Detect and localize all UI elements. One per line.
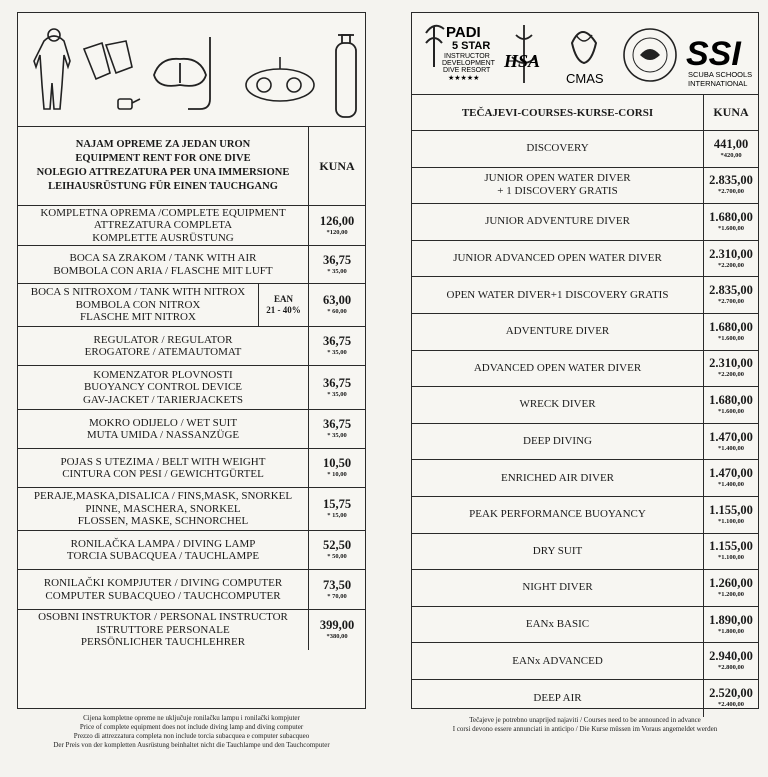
price: 1.260,00 <box>709 575 753 590</box>
price-net: *2.200,00 <box>718 261 744 269</box>
item-description: MUTA UMIDA / NASSANZÜGE <box>86 429 240 441</box>
course-cell <box>412 607 704 643</box>
equipment-table <box>18 206 365 650</box>
price-cell <box>704 241 758 277</box>
item-description: PINNE, MASCHERA, SNORKEL <box>85 502 241 515</box>
course-name: OPEN WATER DIVER+1 DISCOVERY GRATIS <box>446 288 669 301</box>
course-cell <box>412 241 704 277</box>
course-cell <box>412 168 704 204</box>
scuba-tank-icon <box>336 35 356 117</box>
course-name: JUNIOR OPEN WATER DIVER <box>484 172 631 185</box>
price-net: *1.600,00 <box>718 407 744 415</box>
price: 1.155,00 <box>709 539 753 554</box>
svg-text:HSA: HSA <box>504 51 541 71</box>
item-description: MOKRO ODIJELO / WET SUIT <box>88 416 238 429</box>
equipment-footnote: Cijena kompletne opreme ne uključuje ronilačku lampu i ronilački kompjuter Price of complete equipment does not include diving lamp and diving computer Prezzo di attrezzatura completa non include torcia subacquea e computer subacqueo Der Preis von der kompletten Ausrüstung beinhaltet nicht die Tauchlampe und den Tauchcomputer <box>53 714 330 749</box>
price-cell <box>704 643 758 679</box>
course-cell <box>412 680 704 717</box>
price-net: * 35,00 <box>327 432 347 439</box>
svg-text:INTERNATIONAL: INTERNATIONAL <box>688 79 748 88</box>
price-cell <box>704 607 758 643</box>
hsa-logo <box>503 25 540 83</box>
price: 36,75 <box>322 417 352 431</box>
course-row <box>412 351 758 388</box>
price-cell <box>704 351 758 387</box>
equipment-row <box>18 327 365 366</box>
currency-label: KUNA <box>713 105 749 119</box>
item-description: FLASCHE MIT NITROX <box>80 311 196 324</box>
course-cell <box>412 424 704 460</box>
equipment-illustrations <box>18 13 365 127</box>
price: 1.890,00 <box>709 612 753 627</box>
price-cell <box>309 488 365 530</box>
item-description: ISTRUTTORE PERSONALE <box>96 623 230 636</box>
item-description: EROGATORE / ATEMAUTOMAT <box>84 346 242 358</box>
course-row <box>412 570 758 607</box>
ssi-logo <box>686 35 752 88</box>
price-net: *1.600,00 <box>718 224 744 232</box>
price: 126,00 <box>319 213 355 228</box>
price-net: *2.400,00 <box>718 701 744 709</box>
price-net: *380,00 <box>326 633 348 640</box>
currency-label: KUNA <box>319 158 355 173</box>
price-cell <box>704 570 758 606</box>
price: 10,50 <box>322 456 352 470</box>
item-description: RONILAČKI KOMPJUTER / DIVING COMPUTER <box>43 577 283 589</box>
item-cell <box>18 327 309 365</box>
padi-logo <box>426 24 496 82</box>
item-cell <box>18 366 309 409</box>
svg-text:DEVELOPMENT: DEVELOPMENT <box>442 60 495 67</box>
price-net: *2.700,00 <box>718 188 744 196</box>
item-description: BOMBOLA CON NITROX <box>75 298 201 311</box>
equipment-row <box>18 531 365 570</box>
course-cell <box>412 277 704 313</box>
item-description: KOMPLETTE AUSRÜSTUNG <box>92 231 234 244</box>
regulator-icon <box>246 57 314 101</box>
price-cell <box>309 610 365 650</box>
course-row <box>412 204 758 241</box>
price-net: *420,00 <box>720 151 742 159</box>
item-cell <box>18 570 309 609</box>
price: 2.835,00 <box>709 283 753 298</box>
price-cell <box>704 277 758 313</box>
equipment-row <box>18 206 365 246</box>
course-cell <box>412 497 704 533</box>
price-cell <box>309 206 365 245</box>
equipment-rental-panel <box>17 12 366 709</box>
gauge-icon <box>118 99 140 109</box>
item-description: PERSÖNLICHER TAUCHLEHRER <box>80 636 246 649</box>
price-net: *1.100,00 <box>718 517 744 525</box>
equipment-row <box>18 246 365 284</box>
item-description: CINTURA CON PESI / GEWICHTGÜRTEL <box>62 468 264 480</box>
course-name: DEEP AIR <box>533 691 582 704</box>
price-cell <box>309 284 365 326</box>
equipment-row <box>18 488 365 531</box>
svg-text:★★★★★: ★★★★★ <box>448 74 480 82</box>
course-name: JUNIOR ADVENTURE DIVER <box>485 215 630 228</box>
svg-text:INSTRUCTOR: INSTRUCTOR <box>444 53 490 60</box>
course-cell <box>412 643 704 679</box>
cmas-logo <box>566 32 604 86</box>
price: 15,75 <box>322 497 352 511</box>
price: 36,75 <box>322 252 352 267</box>
price: 2.835,00 <box>709 173 753 188</box>
price-net: *1.600,00 <box>718 334 744 342</box>
price: 52,50 <box>322 538 352 552</box>
price-cell <box>704 204 758 240</box>
course-row <box>412 168 758 205</box>
price-net: * 60,00 <box>327 308 347 315</box>
course-name: DRY SUIT <box>532 544 583 557</box>
item-description: ATTREZATURA COMPLETA <box>93 219 233 232</box>
price: 1.680,00 <box>709 319 753 334</box>
price-net: *1.200,00 <box>718 590 744 598</box>
mask-snorkel-icon <box>154 37 210 109</box>
course-name: DEEP DIVING <box>523 435 592 448</box>
equipment-row <box>18 610 365 650</box>
courses-panel <box>411 12 759 709</box>
price-cell <box>704 314 758 350</box>
course-row <box>412 424 758 461</box>
price-cell <box>704 680 758 717</box>
price: 1.680,00 <box>709 209 753 224</box>
course-row <box>412 387 758 424</box>
price-net: *1.400,00 <box>718 481 744 489</box>
svg-text:DIVE RESORT: DIVE RESORT <box>443 67 491 74</box>
course-row <box>412 534 758 571</box>
course-row <box>412 131 758 168</box>
course-cell <box>412 570 704 606</box>
item-description: OSOBNI INSTRUKTOR / PERSONAL INSTRUCTOR <box>38 611 288 624</box>
item-description: BOCA SA ZRAKOM / TANK WITH AIR <box>69 252 257 264</box>
course-row <box>412 607 758 644</box>
course-name: PEAK PERFORMANCE BUOYANCY <box>469 508 646 521</box>
item-cell <box>18 410 309 448</box>
price-cell <box>309 366 365 409</box>
item-description: BUOYANCY CONTROL DEVICE <box>83 381 243 394</box>
course-row <box>412 680 758 717</box>
price: 2.940,00 <box>709 649 753 664</box>
equipment-row <box>18 570 365 610</box>
price-net: *1.800,00 <box>718 627 744 635</box>
course-cell <box>412 131 704 167</box>
course-name: EANx ADVANCED <box>512 654 603 667</box>
price-cell <box>309 327 365 365</box>
price-cell <box>704 460 758 496</box>
item-cell <box>18 246 309 283</box>
course-row <box>412 643 758 680</box>
price-cell <box>704 534 758 570</box>
price: 2.310,00 <box>709 246 753 261</box>
price-net: * 10,00 <box>327 471 347 478</box>
svg-text:PADI: PADI <box>446 24 481 41</box>
item-cell <box>18 206 309 245</box>
item-cell <box>18 284 309 326</box>
price: 441,00 <box>713 136 749 151</box>
svg-text:CMAS: CMAS <box>566 71 604 86</box>
item-description: COMPUTER SUBACQUEO / TAUCHCOMPUTER <box>45 589 281 602</box>
price-cell <box>704 497 758 533</box>
price-net: * 35,00 <box>327 390 347 398</box>
price: 1.680,00 <box>709 392 753 407</box>
svg-text:5 STAR: 5 STAR <box>452 40 491 52</box>
course-row <box>412 277 758 314</box>
course-name: DISCOVERY <box>526 142 589 155</box>
price-cell <box>704 131 758 167</box>
item-description: GAV-JACKET / TARIERJACKETS <box>82 393 244 406</box>
svg-text:SSI: SSI <box>686 35 741 73</box>
price: 2.520,00 <box>709 686 753 701</box>
course-name: JUNIOR ADVANCED OPEN WATER DIVER <box>453 252 662 265</box>
equipment-table-header <box>18 127 365 206</box>
price: 2.310,00 <box>709 356 753 371</box>
price: 1.470,00 <box>709 429 753 444</box>
item-cell <box>18 610 309 650</box>
courses-table <box>412 131 758 717</box>
price-cell <box>309 570 365 609</box>
item-cell <box>18 488 309 530</box>
course-row <box>412 497 758 534</box>
equipment-row <box>18 449 365 488</box>
price-cell <box>309 246 365 283</box>
price-net: *2.200,00 <box>718 371 744 379</box>
item-cell <box>18 449 309 487</box>
course-name: ADVENTURE DIVER <box>505 325 610 338</box>
item-description: TORCIA SUBACQUEA / TAUCHLAMPE <box>66 550 260 562</box>
price-net: * 35,00 <box>327 267 347 275</box>
course-row <box>412 460 758 497</box>
price: 73,50 <box>322 577 352 592</box>
price: 63,00 <box>322 293 352 307</box>
equipment-row <box>18 366 365 410</box>
item-description: POJAS S UTEZIMA / BELT WITH WEIGHT <box>60 455 266 468</box>
price-net: *2.800,00 <box>718 664 744 672</box>
fins-icon <box>84 41 132 79</box>
price-cell <box>309 410 365 448</box>
price-net: * 35,00 <box>327 349 347 356</box>
instructor-seal-logo <box>624 29 676 81</box>
certification-logos <box>412 13 758 95</box>
course-name: EANx BASIC <box>525 618 590 631</box>
courses-footnote: Tečajeve je potrebno unaprijed najaviti / Courses need to be announced in advance I corsi devono essere annunciati in anticipo / Die Kurse müssen im Voraus angemeldet werden <box>452 716 718 733</box>
ean-note: EAN 21 - 40% <box>258 284 308 326</box>
equipment-header-title: NAJAM OPREME ZA JEDAN URON EQUIPMENT RENT FOR ONE DIVE NOLEGIO ATTREZATURA PER UNA IMMERSIONE LEIHAUSRÜSTUNG FÜR EINEN TAUCHGANG <box>18 127 309 205</box>
price: 36,75 <box>322 375 352 390</box>
wetsuit-icon <box>34 29 70 109</box>
courses-table-header <box>412 95 758 131</box>
price: 399,00 <box>319 618 355 632</box>
item-description: BOMBOLA CON ARIA / FLASCHE MIT LUFT <box>53 264 273 277</box>
item-cell <box>18 531 309 569</box>
course-cell <box>412 204 704 240</box>
item-description: RONILAČKA LAMPA / DIVING LAMP <box>70 537 256 550</box>
price-net: *2.700,00 <box>718 298 744 306</box>
course-row <box>412 241 758 278</box>
price: 36,75 <box>322 334 352 348</box>
price-net: * 50,00 <box>327 553 347 560</box>
course-name: NIGHT DIVER <box>522 581 593 594</box>
price-cell <box>704 387 758 423</box>
course-cell <box>412 460 704 496</box>
course-name: WRECK DIVER <box>519 398 596 411</box>
price-cell <box>704 168 758 204</box>
price-cell <box>309 449 365 487</box>
courses-header-title: TEČAJEVI-COURSES-KURSE-CORSI <box>412 95 704 130</box>
price: 1.155,00 <box>709 502 753 517</box>
equipment-row <box>18 284 365 327</box>
course-cell <box>412 351 704 387</box>
price-cell <box>704 424 758 460</box>
item-description: PERAJE,MASKA,DISALICA / FINS,MASK, SNORKEL <box>33 490 293 503</box>
item-description: REGULATOR / REGULATOR <box>93 333 233 346</box>
price-net: *1.100,00 <box>718 554 744 562</box>
course-cell <box>412 387 704 423</box>
course-row <box>412 314 758 351</box>
equipment-row <box>18 410 365 449</box>
price-net: * 15,00 <box>327 512 347 519</box>
price-net: *120,00 <box>326 228 348 236</box>
item-description: FLOSSEN, MASKE, SCHNORCHEL <box>77 515 249 528</box>
item-description: KOMPLETNA OPREMA /COMPLETE EQUIPMENT <box>40 206 286 219</box>
course-name: ENRICHED AIR DIVER <box>500 471 615 484</box>
course-cell <box>412 534 704 570</box>
price-net: * 70,00 <box>327 592 347 600</box>
svg-text:SCUBA SCHOOLS: SCUBA SCHOOLS <box>688 70 753 79</box>
price-cell <box>309 531 365 569</box>
item-description: KOMENZATOR PLOVNOSTI <box>93 368 233 381</box>
course-cell <box>412 314 704 350</box>
item-description: BOCA S NITROXOM / TANK WITH NITROX <box>30 286 246 299</box>
course-name: + 1 DISCOVERY GRATIS <box>497 185 618 198</box>
price-net: *1.400,00 <box>718 444 744 452</box>
price: 1.470,00 <box>709 466 753 481</box>
course-name: ADVANCED OPEN WATER DIVER <box>473 361 642 374</box>
